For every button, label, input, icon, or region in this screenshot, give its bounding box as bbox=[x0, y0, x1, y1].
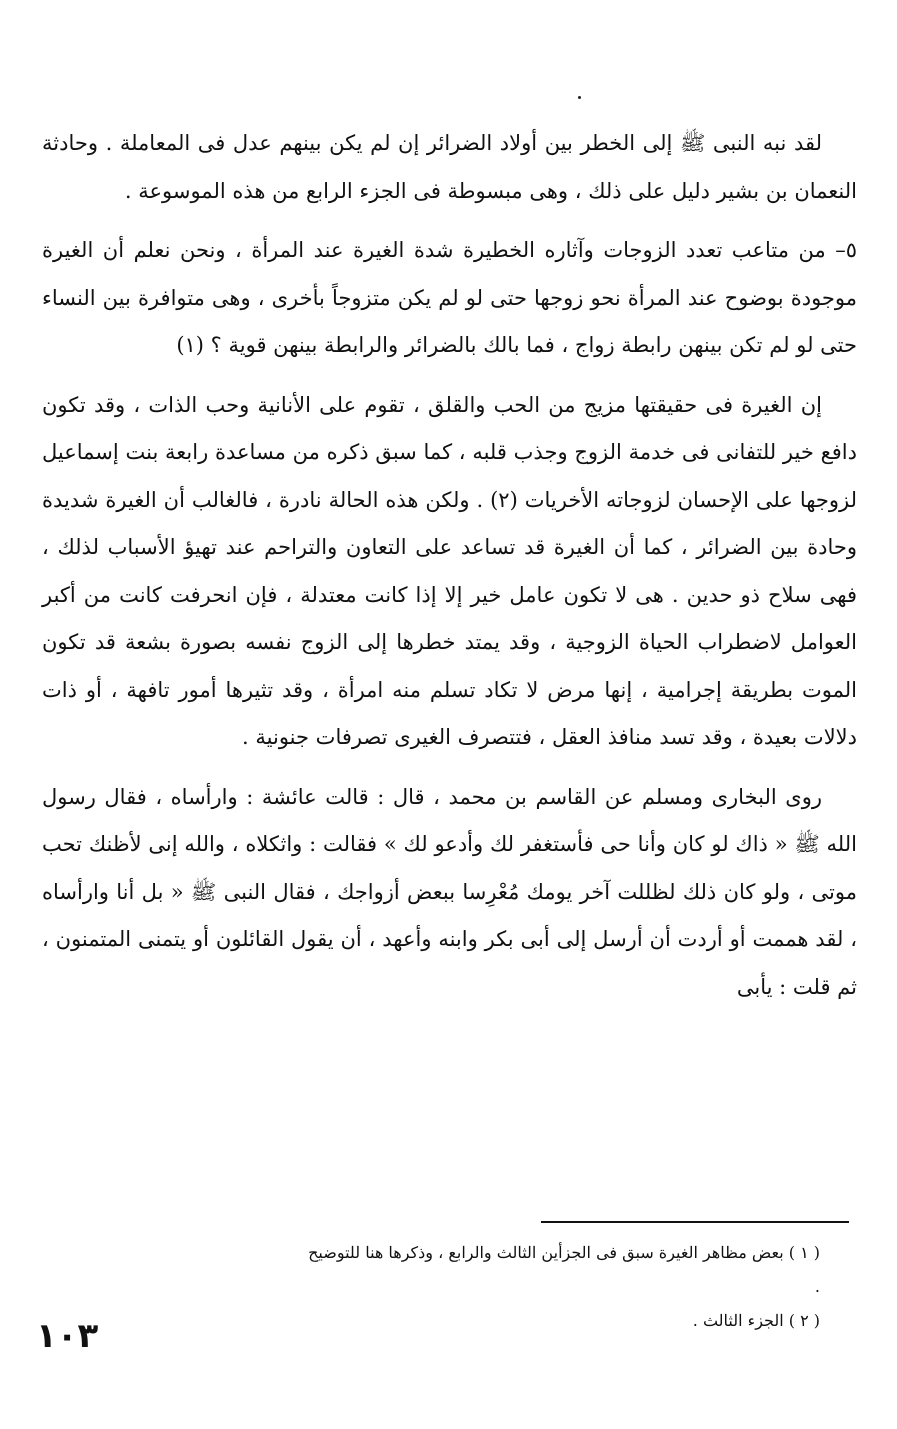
footnotes bbox=[300, 1236, 820, 1338]
page-number: ١٠٣ bbox=[36, 1316, 99, 1356]
footnote-2: ( ٢ ) الجزء الثالث . bbox=[692, 1311, 820, 1330]
footnote-1: ( ١ ) بعض مظاهر الغيرة سبق فى الجزأين الثالث والرابع ، وذكرها هنا للتوضيح . bbox=[308, 1243, 820, 1296]
paragraph-jealousy-nature: إن الغيرة فى حقيقتها مزيج من الحب والقلق ، تقوم على الأنانية وحب الذات ، وقد تكون دافع خير للتفانى فى خدمة الزوج وجذب قلبه ، كما سبق ذكره من مساعدة رابعة بنت إسماعيل لزوجها على الإحسان لزوجاته الأخريات (٢) . ولكن هذه الحالة نادرة ، فالغالب أن الغيرة شديدة وحادة بين الضرائر ، كما أن الغيرة قد تساعد على التعاون والتراحم عند تهيؤ الأسباب لذلك ، فهى سلاح ذو حدين . هى لا تكون عامل خير إلا إذا كانت معتدلة ، فإن انحرفت كانت من أكبر العوامل لاضطراب الحياة الزوجية ، وقد يمتد خطرها إلى الزوج نفسه بصورة بشعة قد تكون الموت بطريقة إجرامية ، إنها مرض لا تكاد تسلم منه امرأة ، وقد تثيرها أمور تافهة ، أو ذات دلالات بعيدة ، وقد تسد منافذ العقل ، فتتصرف الغيرى تصرفات جنونية . bbox=[42, 392, 858, 749]
paragraph-sibling-justice: لقد نبه النبى ﷺ إلى الخطر بين أولاد الضرائر إن لم يكن بينهم عدل فى المعاملة . وحادثة النعمان بن بشير دليل على ذلك ، وهى مبسوطة فى الجزء الرابع من هذه الموسوعة . bbox=[42, 131, 857, 203]
paragraph-hadith-aisha: روى البخارى ومسلم عن القاسم بن محمد ، قال : قالت عائشة : وارأساه ، فقال رسول الله ﷺ « ذاك لو كان وأنا حى فأستغفر لك وأدعو لك » فقالت : واثكلاه ، والله إنى لأظنك تحب موتى ، ولو كان ذلك لظللت آخر يومك مُعْرِسا ببعض أزواجك ، فقال النبى ﷺ « بل أنا وارأساه ، لقد هممت أو أردت أن أرسل إلى أبى بكر وابنه وأعهد ، أن يقول القائلون أو يتمنى المتمنون ، ثم قلت : يأبى bbox=[42, 784, 857, 999]
footnote-divider bbox=[541, 1221, 849, 1223]
paragraph-jealousy-point-five: ٥– من متاعب تعدد الزوجات وآثاره الخطيرة شدة الغيرة عند المرأة ، ونحن نعلم أن الغيرة موجودة بوضوح عند المرأة نحو زوجها حتى لو لم يكن متزوجاً بأخرى ، وهى متوافرة بين النساء حتى لو لم تكن بينهن رابطة زواج ، فما بالك بالضرائر والرابطة بينهن قوية ؟ (١) bbox=[42, 238, 857, 357]
ink-speck bbox=[578, 96, 581, 99]
body-text bbox=[42, 120, 857, 1011]
